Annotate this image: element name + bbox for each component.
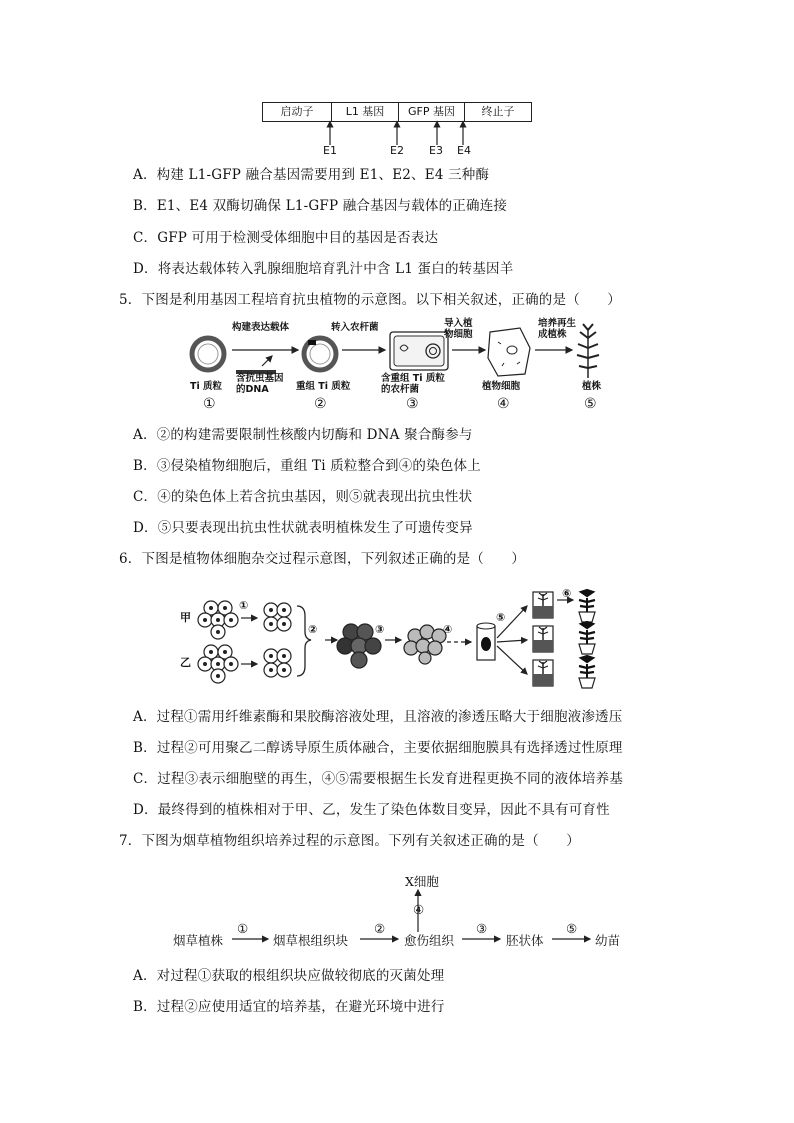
site-e3-label: E3 — [429, 144, 443, 157]
q7-node-embryoid: 胚状体 — [506, 933, 544, 948]
q7-node-root-tissue: 烟草根组织块 — [273, 933, 349, 948]
q5-item1-label: Ti 质粒 — [190, 381, 223, 392]
q6-step-4: ④ — [443, 623, 453, 636]
q5-item2-label: 重组 Ti 质粒 — [296, 381, 351, 392]
q5-option-b: B．③侵染植物细胞后，重组 Ti 质粒整合到④的染色体上 — [133, 458, 481, 474]
q7-option-a: A．对过程①获取的根组织块应做较彻底的灭菌处理 — [133, 968, 445, 984]
q6-step-2: ② — [308, 623, 318, 636]
site-e4-label: E4 — [457, 144, 471, 157]
q7-step-2: ② — [374, 921, 386, 936]
q5-stem: 5．下图是利用基因工程培育抗虫植物的示意图。以下相关叙述，正确的是（ ） — [119, 292, 621, 308]
q5-arrow2-label: 转入农杆菌 — [331, 322, 379, 333]
q6-option-c: C．过程③表示细胞壁的再生，④⑤需要根据生长发育进程更换不同的液体培养基 — [133, 771, 624, 787]
site-e1-label: E1 — [323, 144, 337, 157]
q4-option-b: B．E1、E4 双酶切确保 L1-GFP 融合基因与载体的正确连接 — [133, 198, 508, 214]
q7-step-4: ④ — [413, 902, 425, 917]
q7-step-5: ⑤ — [566, 921, 578, 936]
q5-num-1: ① — [203, 396, 216, 412]
q4-option-a: A．构建 L1-GFP 融合基因需要用到 E1、E2、E4 三种酶 — [133, 167, 490, 183]
q7-node-tobacco-plant: 烟草植株 — [173, 933, 224, 948]
q5-arrow1-label: 构建表达载体 — [232, 322, 290, 333]
q5-num-5: ⑤ — [584, 396, 597, 412]
q5-num-4: ④ — [497, 396, 510, 412]
q6-step-1: ① — [239, 599, 249, 612]
q5-option-d: D．⑤只要表现出抗虫性状就表明植株发生了可遗传变异 — [133, 520, 473, 536]
q6-step-3: ③ — [375, 623, 385, 636]
q7-option-b: B．过程②应使用适宜的培养基，在避光环境中进行 — [133, 999, 445, 1015]
q7-step-3: ③ — [476, 921, 488, 936]
l1-gene-segment: L1 基因 — [331, 103, 398, 121]
promoter-segment: 启动子 — [280, 105, 314, 118]
q5-arrow4-label: 培养再生成植株 — [538, 318, 577, 340]
q5-item5-label: 植株 — [582, 381, 602, 392]
site-e2-label: E2 — [390, 144, 404, 157]
q5-num-3: ③ — [406, 396, 419, 412]
q6-option-b: B．过程②可用聚乙二醇诱导原生质体融合，主要依据细胞膜具有选择透过性原理 — [133, 740, 623, 756]
q5-option-c: C．④的染色体上若含抗虫基因，则⑤就表现出抗虫性状 — [133, 489, 473, 505]
q7-node-callus: 愈伤组织 — [404, 933, 455, 948]
q7-node-seedling: 幼苗 — [595, 933, 621, 948]
terminator-segment: 终止子 — [464, 103, 531, 121]
q6-label-yi: 乙 — [180, 656, 191, 669]
q5-option-a: A．②的构建需要限制性核酸内切酶和 DNA 聚合酶参与 — [133, 427, 473, 443]
q5-arrow3-label: 导入植物细胞 — [444, 318, 473, 340]
q6-stem: 6．下图是植物体细胞杂交过程示意图，下列叙述正确的是（ ） — [119, 551, 526, 567]
restriction-site-arrows — [262, 120, 542, 146]
q5-num-2: ② — [314, 396, 327, 412]
q7-stem: 7．下图为烟草植物组织培养过程的示意图。下列有关叙述正确的是（ ） — [119, 833, 580, 849]
q6-step-5: ⑤ — [496, 611, 506, 624]
q4-option-d: D．将表达载体转入乳腺细胞培育乳汁中含 L1 蛋白的转基因羊 — [133, 261, 514, 277]
q4-option-c: C．GFP 可用于检测受体细胞中目的基因是否表达 — [133, 230, 439, 246]
q6-step-6: ⑥ — [562, 587, 572, 600]
q7-step-1: ① — [237, 921, 249, 936]
q5-item3-label: 含重组 Ti 质粒的农杆菌 — [381, 373, 445, 395]
q6-option-d: D．最终得到的植株相对于甲、乙，发生了染色体数目变异，因此不具有可育性 — [133, 802, 610, 818]
q5-item4-label: 植物细胞 — [482, 381, 521, 392]
gene-construct-bar — [262, 102, 532, 122]
q5-item1-extra-label: 含抗虫基因的DNA — [236, 373, 284, 395]
q7-node-x-cell: X细胞 — [405, 874, 439, 889]
q6-label-jia: 甲 — [180, 611, 191, 624]
gfp-gene-segment: GFP 基因 — [398, 103, 464, 121]
q6-option-a: A．过程①需用纤维素酶和果胶酶溶液处理，且溶液的渗透压略大于细胞液渗透压 — [133, 709, 623, 725]
